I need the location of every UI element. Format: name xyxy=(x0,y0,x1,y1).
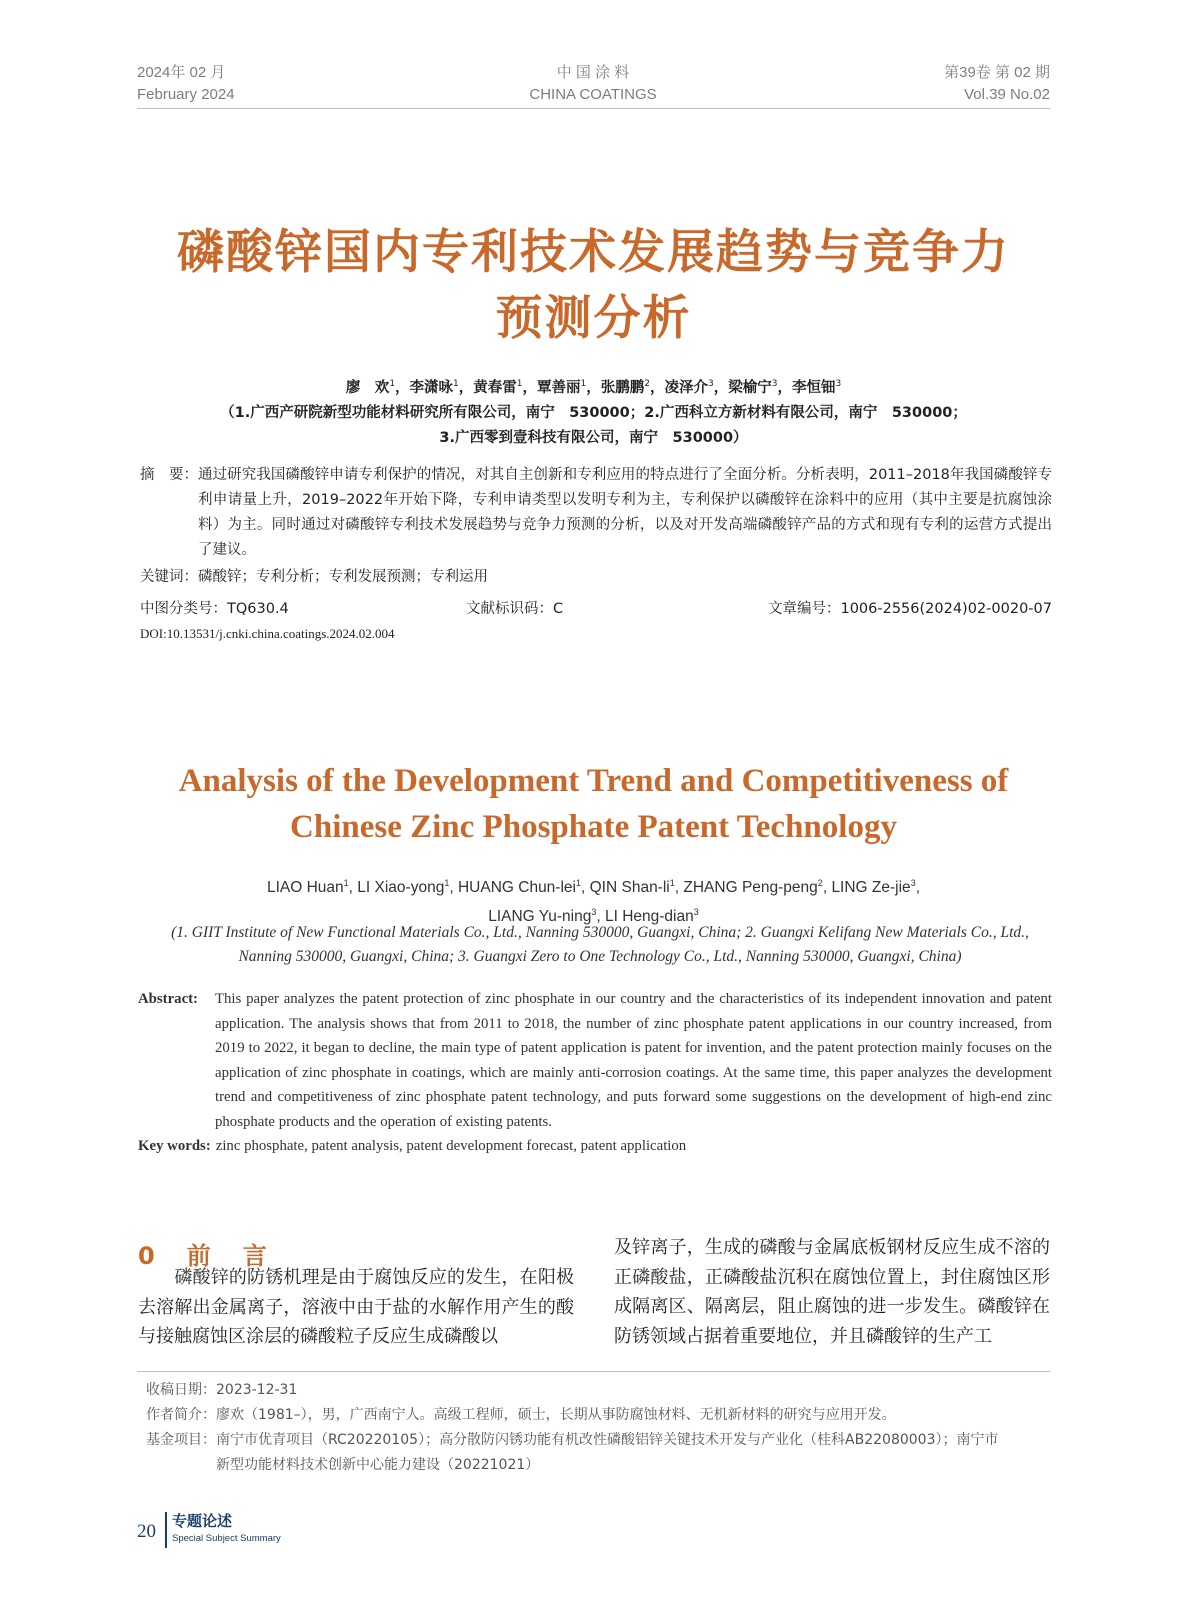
author-name: 李恒钿 xyxy=(791,380,836,396)
author-affiliation-index: 1 xyxy=(575,878,581,888)
authors-en-line1: LIAO Huan$^1$, LI Xiao-yong$^1$, HUANG Chun-lei$^1$, QIN Shan-$li^1$, ZHANG Peng-peng$^2$, LING Ze-jie$^3$, xyxy=(266,878,921,897)
author-affiliation-index: 3 xyxy=(835,379,842,390)
abstract-cn-text: 通过研究我国磷酸锌申请专利保护的情况，对其自主创新和专利应用的特点进行了全面分析。分析表明，2011–2018年我国磷酸锌专利申请量上升，2019–2022年开始下降，专利申请类型以发明专利为主，专利保护以磷酸锌在涂料中的应用（其中主要是抗腐蚀涂料）为主。同时通过对磷酸锌专利技术发展趋势与竞争力预测的分析，以及对开发高端磷酸锌产品的方式和现有专利的运营方式提出了建议。 xyxy=(198,467,1052,558)
author-en xyxy=(458,879,581,896)
article-number: 文章编号：1006-2556(2024)02-0020-07 xyxy=(767,601,1052,617)
keywords-en xyxy=(138,1138,686,1155)
affiliation-cn-line1: （1.广西产研院新型功能材料研究所有限公司，南宁 530000；2.广西科立方新材料有限公司，南宁 530000； xyxy=(220,405,967,421)
author-name: 黄春雷 xyxy=(473,380,517,396)
authors-cn: 廖 欢$^1$，李潇咏$^1$，黄春雷$^1$，覃善丽$^1$，张鹏鹏$^2$，凌泽介$^3$，梁榆宁$^3$，李恒钿$^3$ xyxy=(345,379,842,396)
column-title-cn: 专题论述 xyxy=(172,1512,233,1530)
author-en xyxy=(357,879,449,896)
author-affiliation-index: 3 xyxy=(591,907,597,918)
keywords-cn-text: 磷酸锌；专利分析；专利发展预测；专利运用 xyxy=(198,569,488,585)
author-affiliation-index: 1 xyxy=(669,878,675,888)
page-number: 20 xyxy=(137,1521,156,1542)
header-journal-en: CHINA COATINGS xyxy=(529,86,657,103)
title-cn xyxy=(0,220,1187,352)
document-code: 文献标识码：C xyxy=(466,601,564,617)
title-en-line2: Chinese Zinc Phosphate Patent Technology xyxy=(290,809,897,845)
author-name: HUANG Chun-lei xyxy=(457,879,576,897)
author-affiliation-index: 2 xyxy=(817,878,823,888)
clc-number: 中图分类号：TQ630.4 xyxy=(140,601,289,617)
author-en xyxy=(590,879,675,896)
keywords-cn xyxy=(140,565,488,586)
header-date xyxy=(137,62,235,106)
header-volume-en: Vol.39 No.02 xyxy=(964,86,1050,103)
fund-line1: 基金项目：南宁市优青项目（RC20220105）；高分散防闪锈功能有机改性磷酸铝锌关键技术开发与产业化（桂科AB22080003）；南宁市 xyxy=(146,1432,999,1448)
doi: DOI:10.13531/j.cnki.china.coatings.2024.02.004 xyxy=(140,626,395,641)
affiliations-cn xyxy=(0,401,1187,451)
author-affiliation-index: 3 xyxy=(910,878,916,888)
author-affiliation-index: 1 xyxy=(343,878,349,888)
column-title-en: Special Subject Summary xyxy=(172,1533,281,1544)
authors-en-line2: LIANG Yu-ning$^3$, LI Heng-dian$^3$ xyxy=(488,907,699,926)
title-cn-line2: 预测分析 xyxy=(495,291,692,346)
footnote-divider xyxy=(137,1371,1050,1372)
author-name: 张鹏鹏 xyxy=(600,380,645,396)
author-en xyxy=(683,879,822,896)
author-bio: 作者简介：廖欢（1981–），男，广西南宁人。高级工程师，硕士，长期从事防腐蚀材料、无机新材料的研究与应用开发。 xyxy=(146,1407,896,1423)
footer-bar xyxy=(165,1512,167,1548)
author-name: 李潇咏 xyxy=(409,380,454,396)
author-name: LI Heng-dian xyxy=(604,908,694,926)
body-column-right: 及锌离子，生成的磷酸与金属底板钢材反应生成不溶的正磷酸盐，正磷酸盐沉积在腐蚀位置上，封住腐蚀区形成隔离区、隔离层，阻止腐蚀的进一步发生。磷酸锌在防锈领域占据着重要地位，并且磷酸锌的生产工 xyxy=(614,1237,1050,1347)
author-name: LING Ze-jie xyxy=(831,879,911,897)
author-cn xyxy=(473,380,522,396)
abstract-cn xyxy=(140,463,1052,563)
header-volume-cn: 第39卷 第 02 期 xyxy=(944,64,1050,81)
abstract-en-label: Abstract: xyxy=(138,991,198,1007)
author-name: LIANG Yu-ning xyxy=(488,908,592,926)
keywords-en-text: zinc phosphate, patent analysis, patent development forecast, patent application xyxy=(215,1138,687,1154)
abstract-en xyxy=(138,987,1052,1135)
author-name: LI Xiao-yong xyxy=(357,879,445,897)
author-affiliation-index: 3 xyxy=(707,379,714,390)
author-name: 廖 欢 xyxy=(345,380,390,396)
affiliation-cn-line2: 3.广西零到壹科技有限公司，南宁 530000） xyxy=(439,430,748,446)
keywords-cn-label: 关键词： xyxy=(140,569,198,585)
title-en xyxy=(0,758,1187,850)
author-en xyxy=(831,879,915,896)
section-heading: 0 前 言 xyxy=(138,1242,271,1270)
author-cn xyxy=(537,380,586,396)
author-cn xyxy=(664,380,713,396)
author-name: 梁榆宁 xyxy=(728,380,772,396)
author-cn xyxy=(410,380,459,396)
header-divider xyxy=(137,108,1050,109)
header-date-cn: 2024年 02 月 xyxy=(137,64,226,81)
author-name: QIN Shan-li xyxy=(589,879,670,897)
abstract-en-text: This paper analyzes the patent protection of zinc phosphate in our country and the characteristics of its independent innovation and patent application. The analysis shows that from 2011 to 2018, the number of zinc phosphate patent applications in our country increased, from 2019 to 2022, it began to decline, the main type of patent application is patent for invention, and the patent protection mainly focuses on the application of zinc phosphate in coatings, which are mainly anti-corrosion coatings. At the same time, this paper analyzes the development trend and competitiveness of zinc phosphate patent technology, and puts forward some suggestions on the development of high-end zinc phosphate products and the operation of existing patents. xyxy=(215,991,1052,1130)
keywords-en-label: Key words: xyxy=(138,1138,211,1154)
title-cn-line1: 磷酸锌国内专利技术发展趋势与竞争力 xyxy=(177,225,1010,280)
abstract-cn-label: 摘 要： xyxy=(140,467,198,483)
author-affiliation-index: 2 xyxy=(644,379,650,390)
author-affiliation-index: 1 xyxy=(516,379,523,390)
author-name: LIAO Huan xyxy=(266,879,344,897)
author-affiliation-index: 1 xyxy=(453,379,459,390)
author-cn xyxy=(728,380,777,396)
author-cn xyxy=(346,380,395,396)
fund-line2: 新型功能材料技术创新中心能力建设（20221021） xyxy=(216,1457,540,1473)
author-name: 覃善丽 xyxy=(537,380,581,396)
author-cn xyxy=(601,380,650,396)
author-cn xyxy=(792,380,841,396)
author-en xyxy=(267,879,349,896)
author-affiliation-index: 1 xyxy=(389,379,396,390)
title-en-line1: Analysis of the Development Trend and Competitiveness of xyxy=(178,763,1009,799)
affiliations-en: (1. GIIT Institute of New Functional Materials Co., Ltd., Nanning 530000, Guangxi, China; 2. Guangxi Kelifang New Materials Co., Ltd., Nanning 530000, Guangxi, China; 3. Guangxi Zero to One Technology Co., Ltd., Nanning 530000, Guangxi, China) xyxy=(171,924,1029,965)
header-journal xyxy=(393,62,793,106)
author-affiliation-index: 1 xyxy=(580,379,587,390)
header-journal-cn: 中 国 涂 料 xyxy=(556,64,630,81)
body-column-left: 磷酸锌的防锈机理是由于腐蚀反应的发生，在阳极去溶解出金属离子，溶液中由于盐的水解作用产生的酸与接触腐蚀区涂层的磷酸粒子反应生成磷酸以 xyxy=(138,1267,574,1347)
fund-info xyxy=(146,1428,1052,1478)
header-date-en: February 2024 xyxy=(137,86,235,103)
received-date: 收稿日期：2023-12-31 xyxy=(146,1382,298,1398)
author-affiliation-index: 1 xyxy=(444,878,450,888)
author-affiliation-index: 3 xyxy=(693,907,699,918)
author-name: 凌泽介 xyxy=(664,380,708,396)
header-volume xyxy=(750,62,1050,106)
author-affiliation-index: 3 xyxy=(771,379,778,390)
author-name: ZHANG Peng-peng xyxy=(683,879,818,897)
